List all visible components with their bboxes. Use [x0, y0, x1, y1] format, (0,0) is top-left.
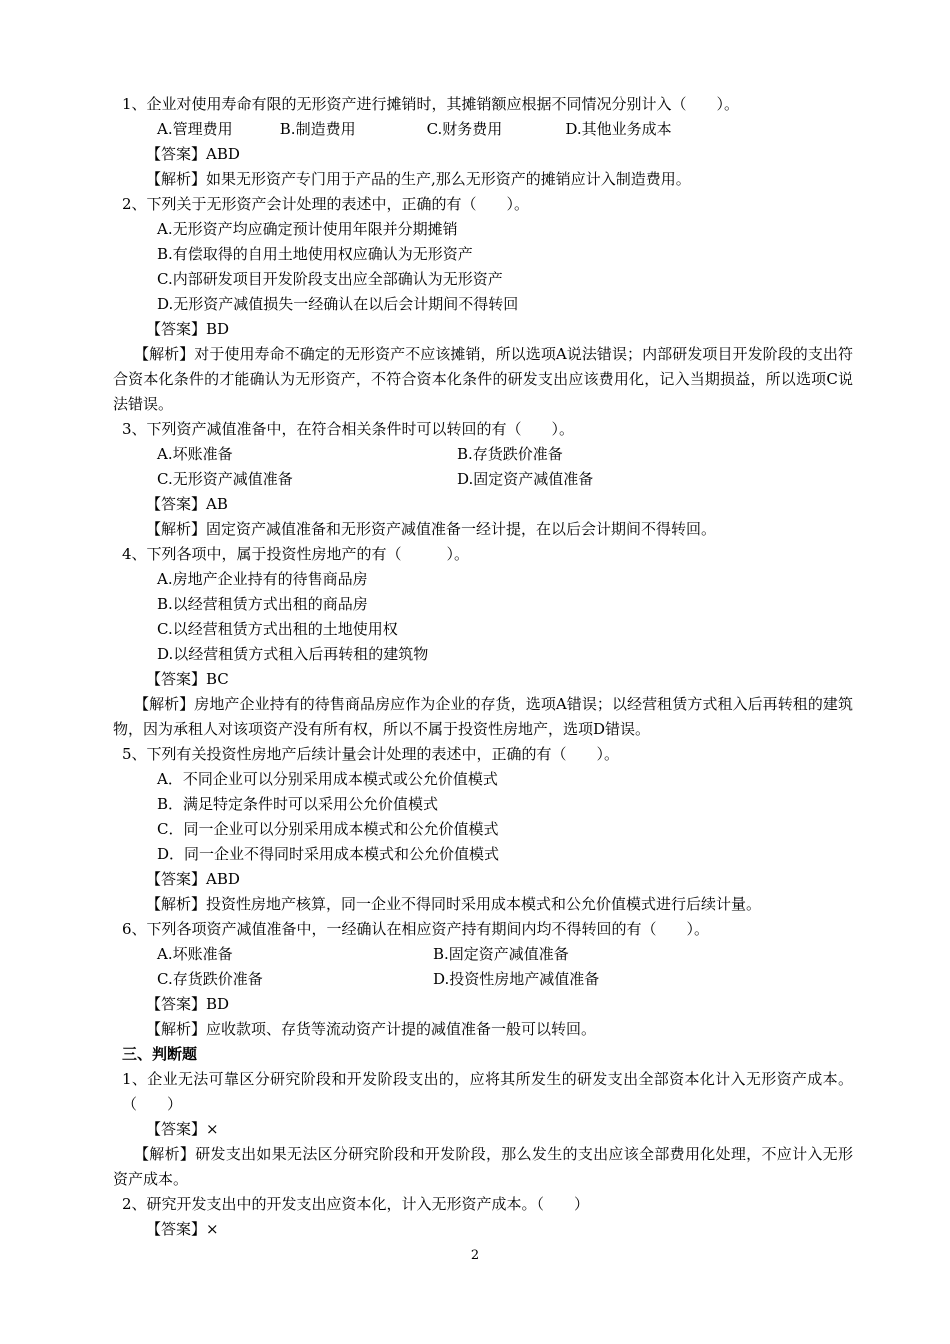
q5-option-c: C．同一企业可以分别采用成本模式和公允价值模式: [157, 820, 499, 838]
q5-stem: 5、下列有关投资性房地产后续计量会计处理的表述中，正确的有（ ）。: [122, 745, 620, 763]
q3-stem: 3、下列资产减值准备中，在符合相关条件时可以转回的有（ ）。: [122, 420, 575, 438]
q5-analysis: 【解析】投资性房地产核算，同一企业不得同时采用成本模式和公允价值模式进行后续计量。: [146, 895, 762, 913]
q4-option-c: C.以经营租赁方式出租的土地使用权: [157, 620, 398, 638]
q2-option-a: A.无形资产均应确定预计使用年限并分期摊销: [157, 220, 458, 238]
q1-answer: 【答案】ABD: [146, 145, 240, 163]
q4-option-b: B.以经营租赁方式出租的商品房: [157, 595, 368, 613]
q1-stem: 1、企业对使用寿命有限的无形资产进行摊销时，其摊销额应根据不同情况分别计入（ ）。: [122, 95, 740, 113]
q6-option-b: B.固定资产减值准备: [433, 945, 569, 963]
tf1-answer: 【答案】×: [146, 1120, 219, 1138]
q3-options-row-2: [113, 467, 853, 492]
q6-answer: 【答案】BD: [146, 995, 230, 1013]
q4-option-a: A.房地产企业持有的待售商品房: [157, 570, 368, 588]
page-content: [113, 92, 853, 1242]
page-number: 2: [470, 1248, 480, 1263]
q6-analysis: 【解析】应收款项、存货等流动资产计提的减值准备一般可以转回。: [146, 1020, 597, 1038]
q3-option-c: C.无形资产减值准备: [157, 470, 293, 488]
q1-option-d: D.其他业务成本: [565, 120, 672, 138]
q6-stem: 6、下列各项资产减值准备中，一经确认在相应资产持有期间内均不得转回的有（ ）。: [122, 920, 710, 938]
q6-options-row-2: [113, 967, 853, 992]
q3-option-b: B.存货跌价准备: [457, 445, 563, 463]
q4-answer: 【答案】BC: [146, 670, 229, 688]
q6-option-a: A.坏账准备: [157, 945, 233, 963]
q6-options-row-1: [113, 942, 853, 967]
section-title: 三、判断题: [122, 1045, 198, 1063]
q6-option-c: C.存货跌价准备: [157, 970, 263, 988]
q1-option-a: A.管理费用: [157, 120, 233, 138]
q5-option-d: D．同一企业不得同时采用成本模式和公允价值模式: [157, 845, 500, 863]
q3-answer: 【答案】AB: [146, 495, 228, 513]
q2-option-c: C.内部研发项目开发阶段支出应全部确认为无形资产: [157, 270, 503, 288]
q1-option-b: B.制造费用: [279, 120, 356, 138]
q2-analysis: 【解析】对于使用寿命不确定的无形资产不应该摊销，所以选项A说法错误；内部研发项目开发阶段的支出符合资本化条件的才能确认为无形资产，不符合资本化条件的研发支出应该费用化，记入当期损益，所以选项C说法错误。: [113, 345, 853, 413]
q1-analysis: 【解析】如果无形资产专门用于产品的生产,那么无形资产的摊销应计入制造费用。: [146, 170, 691, 188]
tf2-answer: 【答案】×: [146, 1220, 219, 1238]
q2-stem: 2、下列关于无形资产会计处理的表述中，正确的有（ ）。: [122, 195, 530, 213]
q1-option-c: C.财务费用: [426, 120, 503, 138]
q3-option-a: A.坏账准备: [157, 445, 233, 463]
q5-answer: 【答案】ABD: [146, 870, 240, 888]
q3-option-d: D.固定资产减值准备: [457, 470, 594, 488]
tf1-stem: 1、企业无法可靠区分研究阶段和开发阶段支出的，应将其所发生的研发支出全部资本化计入无形资产成本。（ ）: [122, 1070, 853, 1113]
q5-option-a: A．不同企业可以分别采用成本模式或公允价值模式: [157, 770, 498, 788]
tf2-stem: 2、研究开发支出中的开发支出应资本化，计入无形资产成本。（ ）: [122, 1195, 590, 1213]
q4-stem: 4、下列各项中，属于投资性房地产的有（ ）。: [122, 545, 470, 563]
q4-option-d: D.以经营租赁方式租入后再转租的建筑物: [157, 645, 429, 663]
q2-option-d: D.无形资产减值损失一经确认在以后会计期间不得转回: [157, 295, 519, 313]
q3-analysis: 【解析】固定资产减值准备和无形资产减值准备一经计提，在以后会计期间不得转回。: [146, 520, 717, 538]
q5-option-b: B．满足特定条件时可以采用公允价值模式: [157, 795, 439, 813]
q2-answer: 【答案】BD: [146, 320, 230, 338]
q2-option-b: B.有偿取得的自用土地使用权应确认为无形资产: [157, 245, 473, 263]
q4-analysis: 【解析】房地产企业持有的待售商品房应作为企业的存货，选项A错误；以经营租赁方式租入后再转租的建筑物，因为承租人对该项资产没有所有权，所以不属于投资性房地产，选项D错误。: [113, 695, 853, 738]
tf1-analysis: 【解析】研发支出如果无法区分研究阶段和开发阶段，那么发生的支出应该全部费用化处理，不应计入无形资产成本。: [113, 1145, 853, 1188]
q1-options: [113, 117, 853, 142]
q3-options-row-1: [113, 442, 853, 467]
q6-option-d: D.投资性房地产减值准备: [433, 970, 600, 988]
